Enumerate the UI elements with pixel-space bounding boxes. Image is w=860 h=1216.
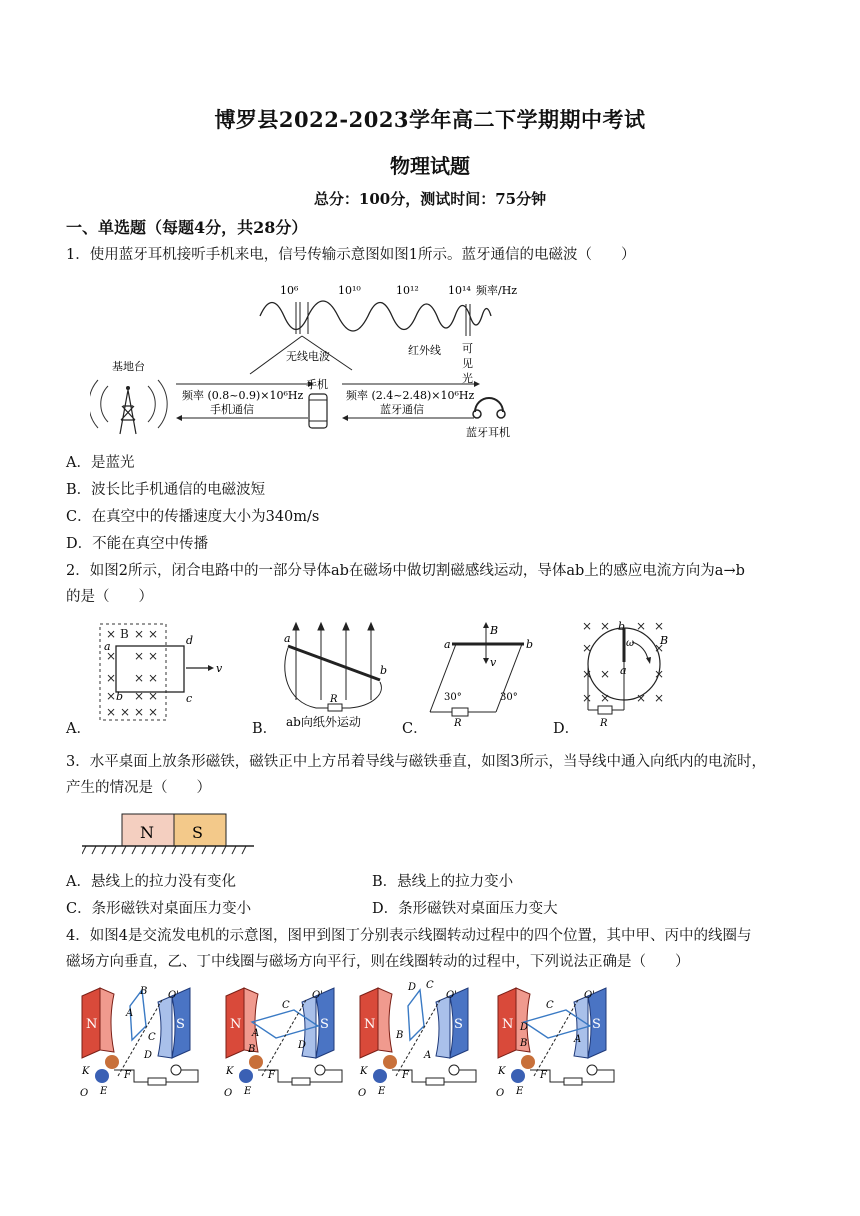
q2-option-a[interactable]: A． bbox=[66, 721, 91, 737]
svg-text:E: E bbox=[516, 1086, 524, 1097]
svg-text:×: × bbox=[654, 691, 665, 705]
svg-text:×: × bbox=[120, 705, 131, 719]
svg-text:C: C bbox=[282, 1000, 290, 1011]
svg-text:R: R bbox=[454, 718, 462, 729]
exam-info: 总分：100分，测试时间：75分钟 bbox=[313, 190, 547, 208]
q2-option-c[interactable]: C． bbox=[402, 721, 428, 737]
q4-stem-line2: 磁场方向垂直，乙、丁中线圈与磁场方向平行，则在线圈转动的过程中，下列说法正确是（ ） bbox=[66, 954, 690, 970]
svg-text:×: × bbox=[134, 627, 145, 641]
svg-text:E: E bbox=[100, 1086, 108, 1097]
q4-figure-yi bbox=[222, 982, 372, 1100]
svg-text:×: × bbox=[600, 619, 611, 633]
svg-text:O': O' bbox=[168, 990, 179, 1001]
svg-text:F: F bbox=[540, 1070, 547, 1081]
svg-text:S: S bbox=[176, 1017, 185, 1032]
svg-text:D: D bbox=[144, 1050, 153, 1061]
svg-text:c: c bbox=[186, 692, 193, 705]
q1-option-d[interactable]: D．不能在真空中传播 bbox=[66, 536, 209, 552]
q2-figure-d bbox=[576, 616, 686, 736]
svg-text:N: N bbox=[364, 1017, 376, 1032]
phone-label: 手机 bbox=[306, 378, 328, 391]
svg-text:×: × bbox=[636, 691, 647, 705]
svg-text:×: × bbox=[600, 691, 611, 705]
svg-text:S: S bbox=[320, 1017, 329, 1032]
svg-text:K: K bbox=[498, 1066, 506, 1077]
svg-text:d: d bbox=[186, 634, 194, 647]
svg-text:O: O bbox=[80, 1088, 89, 1099]
svg-text:×: × bbox=[654, 667, 665, 681]
q2-figure-c bbox=[422, 620, 546, 730]
q3-option-b[interactable]: B．悬线上的拉力变小 bbox=[372, 874, 514, 890]
svg-text:O: O bbox=[496, 1088, 505, 1099]
svg-text:×: × bbox=[148, 671, 159, 685]
q4-stem-line1: 4．如图4是交流发电机的示意图，图甲到图丁分别表示线圈转动过程中的四个位置，其中甲、丙中的线圈与 bbox=[66, 928, 752, 944]
svg-text:×: × bbox=[106, 649, 117, 663]
svg-text:×: × bbox=[600, 667, 611, 681]
svg-text:C: C bbox=[148, 1032, 156, 1043]
svg-text:E: E bbox=[244, 1086, 252, 1097]
svg-text:N: N bbox=[86, 1017, 98, 1032]
q3-stem-line2: 产生的情况是（ ） bbox=[66, 780, 211, 796]
visible-label-1: 可 bbox=[462, 342, 473, 355]
svg-text:×: × bbox=[636, 619, 647, 633]
q3-figure bbox=[82, 808, 262, 858]
svg-text:D: D bbox=[520, 1022, 529, 1033]
svg-text:×: × bbox=[134, 705, 145, 719]
svg-text:b: b bbox=[380, 664, 388, 677]
section-heading: 一、单选题（每题4分，共28分） bbox=[66, 218, 308, 237]
svg-text:F: F bbox=[268, 1070, 275, 1081]
q1-option-c[interactable]: C．在真空中的传播速度大小为340m/s bbox=[66, 509, 320, 525]
base-station-label: 基地台 bbox=[112, 360, 145, 373]
svg-text:×: × bbox=[582, 667, 593, 681]
q3-option-d[interactable]: D．条形磁铁对桌面压力变大 bbox=[372, 901, 558, 917]
exam-subject: 物理试题 bbox=[390, 154, 470, 178]
svg-text:N: N bbox=[230, 1017, 242, 1032]
q2-stem-line1: 2．如图2所示，闭合电路中的一部分导体ab在磁场中做切割磁感线运动，导体ab上的感应电流方向为a→b bbox=[66, 563, 745, 579]
q2-option-b[interactable]: B． bbox=[252, 721, 278, 737]
q2-stem-line2: 的是（ ） bbox=[66, 589, 153, 605]
svg-text:S: S bbox=[592, 1017, 601, 1032]
left-freq: 频率 (0.8~0.9)×10⁶Hz bbox=[182, 389, 304, 402]
svg-text:×: × bbox=[106, 627, 117, 641]
q2-figure-a bbox=[94, 620, 234, 726]
magnet-n: N bbox=[140, 823, 154, 842]
svg-text:F: F bbox=[124, 1070, 131, 1081]
svg-text:×: × bbox=[148, 627, 159, 641]
svg-text:O': O' bbox=[312, 990, 323, 1001]
svg-text:b: b bbox=[618, 620, 626, 633]
svg-text:a: a bbox=[284, 632, 291, 645]
svg-text:O: O bbox=[224, 1088, 233, 1099]
ir-label: 红外线 bbox=[408, 344, 441, 357]
svg-text:D: D bbox=[298, 1040, 307, 1051]
svg-text:B: B bbox=[120, 627, 129, 641]
phone-icon bbox=[309, 394, 327, 428]
radio-label: 无线电波 bbox=[286, 350, 330, 363]
visible-label-3: 光 bbox=[462, 372, 473, 385]
svg-text:S: S bbox=[454, 1017, 463, 1032]
svg-text:×: × bbox=[106, 705, 117, 719]
svg-text:ω: ω bbox=[626, 638, 635, 649]
spectrum-wave bbox=[260, 301, 491, 331]
q1-figure bbox=[90, 278, 530, 446]
svg-text:×: × bbox=[582, 619, 593, 633]
headset-label: 蓝牙耳机 bbox=[466, 426, 510, 439]
svg-text:K: K bbox=[82, 1066, 90, 1077]
svg-text:×: × bbox=[134, 671, 145, 685]
svg-text:D: D bbox=[408, 982, 417, 993]
visible-label-2: 见 bbox=[462, 357, 473, 370]
svg-text:v: v bbox=[216, 662, 223, 675]
svg-text:F: F bbox=[402, 1070, 409, 1081]
q1-option-a[interactable]: A．是蓝光 bbox=[66, 455, 135, 471]
svg-text:E: E bbox=[378, 1086, 386, 1097]
tick-1: 10⁶ bbox=[280, 284, 299, 297]
svg-text:v: v bbox=[490, 656, 497, 669]
right-name: 蓝牙通信 bbox=[380, 403, 424, 416]
svg-text:O': O' bbox=[446, 990, 457, 1001]
svg-text:C: C bbox=[546, 1000, 554, 1011]
q4-figure-bing bbox=[356, 978, 506, 1100]
tower-icon bbox=[120, 390, 136, 434]
svg-text:B: B bbox=[396, 1030, 404, 1041]
q1-stem: 1．使用蓝牙耳机接听手机来电，信号传输示意图如图1所示。蓝牙通信的电磁波（ ） bbox=[66, 247, 636, 263]
q4-figure-jia bbox=[78, 982, 228, 1100]
svg-text:×: × bbox=[148, 649, 159, 663]
figb-caption: ab向纸外运动 bbox=[286, 715, 361, 729]
svg-text:×: × bbox=[134, 649, 145, 663]
svg-text:R: R bbox=[600, 718, 608, 729]
svg-text:A: A bbox=[424, 1050, 432, 1061]
svg-text:B: B bbox=[248, 1044, 256, 1055]
svg-text:O': O' bbox=[584, 990, 595, 1001]
q3-option-a[interactable]: A．悬线上的拉力没有变化 bbox=[66, 874, 236, 890]
svg-text:C: C bbox=[426, 980, 434, 991]
q3-stem-line1: 3．水平桌面上放条形磁铁，磁铁正中上方吊着导线与磁铁垂直，如图3所示，当导线中通入向纸内的电流时， bbox=[66, 754, 766, 770]
q2-figure-b bbox=[276, 620, 400, 732]
svg-text:O: O bbox=[358, 1088, 367, 1099]
svg-text:×: × bbox=[582, 691, 593, 705]
tick-4: 10¹⁴ bbox=[448, 284, 471, 297]
svg-text:b: b bbox=[116, 690, 124, 703]
right-freq: 频率 (2.4~2.48)×10⁶Hz bbox=[346, 389, 475, 402]
q1-option-b[interactable]: B．波长比手机通信的电磁波短 bbox=[66, 482, 266, 498]
svg-text:×: × bbox=[106, 689, 117, 703]
tick-3: 10¹² bbox=[396, 284, 419, 297]
svg-text:×: × bbox=[148, 705, 159, 719]
left-name: 手机通信 bbox=[210, 403, 254, 416]
svg-text:N: N bbox=[502, 1017, 514, 1032]
svg-text:×: × bbox=[134, 689, 145, 703]
q2-option-d[interactable]: D． bbox=[553, 721, 580, 737]
tick-2: 10¹⁰ bbox=[338, 284, 361, 297]
svg-text:×: × bbox=[582, 641, 593, 655]
svg-text:B: B bbox=[660, 634, 669, 647]
magnet-s: S bbox=[192, 823, 203, 842]
svg-text:30°: 30° bbox=[444, 692, 462, 703]
svg-text:R: R bbox=[330, 694, 338, 705]
exam-title: 博罗县2022-2023学年高二下学期期中考试 bbox=[214, 107, 646, 132]
svg-text:×: × bbox=[148, 689, 159, 703]
svg-text:A: A bbox=[126, 1008, 134, 1019]
svg-text:A: A bbox=[252, 1028, 260, 1039]
svg-text:K: K bbox=[226, 1066, 234, 1077]
svg-text:a: a bbox=[444, 638, 451, 651]
svg-text:B: B bbox=[520, 1038, 528, 1049]
svg-text:K: K bbox=[360, 1066, 368, 1077]
svg-text:B: B bbox=[140, 986, 148, 997]
svg-text:b: b bbox=[526, 638, 534, 651]
svg-text:×: × bbox=[654, 641, 665, 655]
svg-text:×: × bbox=[106, 671, 117, 685]
svg-text:×: × bbox=[654, 619, 665, 633]
svg-text:30°: 30° bbox=[500, 692, 518, 703]
svg-text:B: B bbox=[490, 624, 499, 637]
svg-text:a: a bbox=[620, 664, 627, 677]
q4-figure-ding bbox=[494, 982, 644, 1100]
svg-text:A: A bbox=[574, 1034, 582, 1045]
svg-text:a: a bbox=[104, 640, 111, 653]
q3-option-c[interactable]: C．条形磁铁对桌面压力变小 bbox=[66, 901, 252, 917]
freq-axis-label: 频率/Hz bbox=[476, 284, 518, 297]
